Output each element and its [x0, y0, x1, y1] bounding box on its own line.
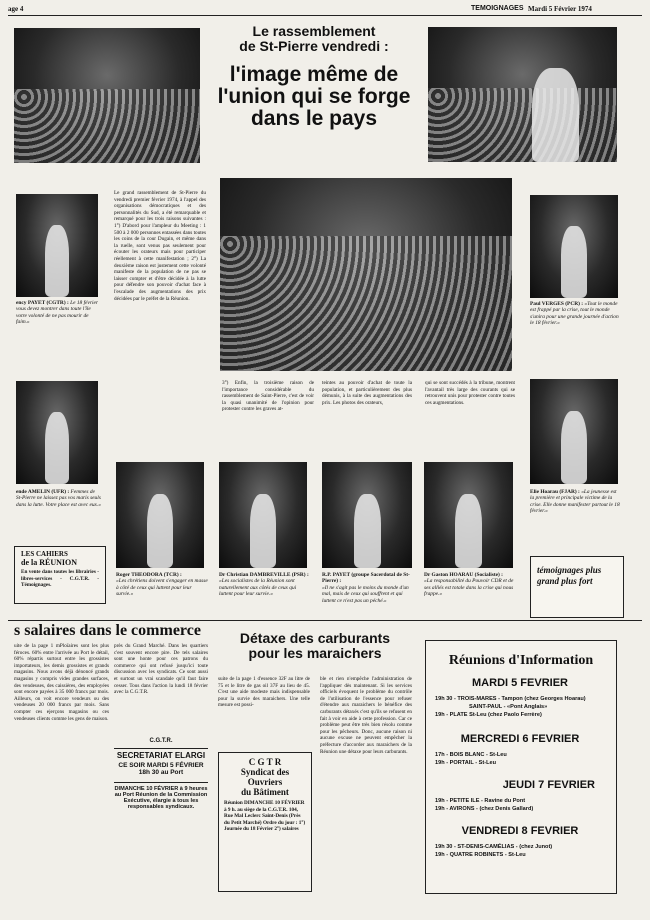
salaires-dimanche: DIMANCHE 10 FÉVRIER à 9 heures au Port Réunion de la Commission Exécutive, élargie à tous les responsables syndicaux. [114, 782, 208, 810]
salaires-ce-soir: CE SOIR MARDI 5 FÉVRIER 18h 30 au Port [118, 762, 204, 776]
day-4-item-2: 19h - QUATRE ROBINETS - St-Leu [435, 852, 526, 858]
day-3-item-1: 19h - PETITE ILE - Ravine du Pont [435, 798, 526, 804]
syndicat-title-2: Syndicat des [240, 767, 290, 777]
article-column-2: 3°) Enfin, la troisième raison de l'importance considérable du rassemblement de Saint-Pierre, c'est de voir la quasi unanimité de l'opinion pour protester contre les graves at- [222, 380, 314, 413]
kicker-line-2: de St-Pierre vendredi : [239, 37, 389, 54]
payet-photo [16, 194, 98, 297]
headline-line-2: l'union qui se forge [217, 85, 411, 109]
promo-box [530, 556, 624, 618]
verges-caption-name: Paul VERGES (PCR) : [530, 301, 584, 307]
syndicat-box [218, 752, 312, 892]
lead-kicker [210, 24, 418, 53]
day-2-item-1: 17h - BOIS BLANC - St-Leu [435, 752, 507, 758]
day-1-item-2: SAINT-PAUL - «Pont Anglais» [469, 704, 548, 710]
hoarau-caption [530, 489, 622, 515]
dambreville-caption-name: Dr Christian DAMBREVILLE (PSR) : [219, 572, 309, 578]
crowd-photo-top-left [14, 28, 200, 163]
amelin-caption-quote: Femmes de St-Pierre ne laissez pas vos maris seuls dans la lutte. Votre place est avec eux.» [16, 489, 101, 508]
detaxe-headline [213, 631, 417, 660]
crowd-photo-top-right [428, 27, 617, 162]
salaires-column-2: près du Grand Marché. Dans les quartiers c'est souvent encore pire. De tels salaires sont une honte pour ces patrons du commerce qui ont refusé jusqu'ici toute discussion avec les syndicats. Ce sont aussi et surtout un vrai scandale qu'il faut faire cesser. Tous dans l'action la lundi 18 février avec la C.G.T.R. [114, 643, 208, 696]
hoarau-caption-name: Elie Hoarau (FJAR) : [530, 489, 580, 495]
hoarau-g-caption-quote: «La responsabilité du Pouvoir CDR et de ses alliés est totale dans la crise qui nous frappe.» [424, 578, 514, 598]
day-3-item-2: 19h - AVIRONS - (chez Denis Gallard) [435, 806, 534, 812]
theodora-photo [116, 462, 204, 568]
cahiers-title-2: de la RÉUNION [21, 558, 78, 567]
dambreville-caption-quote: «Les socialistes de la Réunion sont naturellement aux côtés de ceux qui luttent pour leur survie.» [219, 578, 297, 598]
salaires-column-1: uite de la page 1 mPloïaires sont les plus féroces. 60% entre l'arrivée au Port le détail, 60% répartis surtout entre les grossistes importateurs, les demis grossistes et grands magasins. Nous avons déjà dénoncé grands magasins y compris vides grandes surfaces, des vendeuses, des caissières, des employées sont encore payées à 35 000 francs par mois. Ailleurs, on voit encore vendeurs ou des vendeuses 20 000 francs par mois. Sans compter ces ejerçons magasins ou ces vendeuses clients comme les gens de maison. [14, 643, 109, 722]
dambreville-caption [219, 572, 311, 598]
issue-date: Mardi 5 Février 1974 [528, 5, 592, 13]
day-3-title: JEUDI 7 FEVRIER [502, 779, 595, 791]
amelin-caption-name: ende AMELIN (UFR) : [16, 489, 70, 495]
day-2-title: MERCREDI 6 FEVRIER [460, 733, 580, 745]
day-1-title: MARDI 5 FEVRIER [472, 677, 568, 689]
day-2-item-2: 19h - PORTAIL - St-Leu [435, 760, 497, 766]
newspaper-name: TEMOIGNAGES [471, 5, 524, 12]
cahiers-text: En vente dans toutes les librairies - libres-services - C.G.T.R. - Témoignages. [21, 569, 99, 589]
verges-caption [530, 301, 622, 327]
headline-line-3: dans le pays [250, 107, 378, 131]
payet-rp-caption [322, 572, 416, 604]
salaires-cgtr: C.G.T.R. [149, 738, 173, 744]
article-column-3: teintes au pouvoir d'achat de toute la population, et particulièrement des plus démunis, à la suite des augmentations des prix. Les photos des orateurs, [322, 380, 412, 406]
hoarau-caption-quote: «La jeunesse est la première et principale victime de la crise. Elle donne manifester partout le 18 février.» [530, 489, 620, 515]
day-4-item-1: 19h 30 - ST-DENIS-CAMÉLIAS - (chez Junot) [435, 844, 553, 850]
day-1-item-3: 19h - PLATE St-Leu (chez Paolo Ferrère) [435, 712, 542, 718]
lead-headline [208, 64, 420, 130]
headline-line-1: l'image même de [229, 63, 399, 86]
payet-rp-caption-quote: «Il ne s'agit pas le moins du monde d'un mal, mais de ceux qui souffrent et qui luttent ce n'est pas un péché.» [322, 584, 409, 604]
hoarau-photo [530, 379, 618, 484]
verges-caption-quote: «Tout le monde est frappé par la crise, tout le monde s'unira pour une grande journée d'action le 18 février.» [530, 301, 619, 327]
detaxe-column-1: suite de la page 1 d'essence 32F au litre de 75 et le litre de gas oil 37F au lieu de 45. C'est une aide modeste mais indispensable pour la survie des maraichers. Une telle mesure est possi- [218, 676, 310, 709]
promo-text: témoignages plus grand plus fort [537, 565, 602, 586]
hoarau-g-caption [424, 572, 516, 598]
salaires-headline: s salaires dans le commerce [14, 622, 201, 639]
amelin-photo [16, 381, 98, 484]
theodora-caption [116, 572, 208, 598]
syndicat-title-1: C G T R [248, 757, 282, 767]
kicker-line-1: Le rassemblement [252, 23, 376, 39]
detaxe-headline-2: pour les maraichers [248, 644, 382, 661]
amelin-caption [16, 489, 102, 508]
detaxe-headline-1: Détaxe des carburants [239, 630, 391, 646]
section-rule [8, 620, 642, 621]
theodora-caption-quote: «Les chrétiens doivent s'engager en masse à côté de ceux qui luttent pour leur survie.» [116, 578, 208, 598]
dambreville-photo [219, 462, 307, 568]
payet-caption-quote: Le 18 février vous devez montrer dans toute l'île votre volonté de ne pas mourir de faim.» [16, 300, 98, 326]
masthead-rule [8, 15, 642, 16]
detaxe-column-2: ble et rien n'empêche l'administration de l'appliquer dès maintenant. Si les services officiels évoquent le problème du contrôle de l'utilisation de l'essence pour refuser d'étendre aux maraichers le bénéfice des carburants détaxés c'est qu'ils se refusent en fait à voir en aide à cette profession. Car ce problème peut être très bien résolu comme pour les pêcheurs. Donc, aucune raison ni aucune excuse ne peuvent empêcher la préfecture d'accorder aux maraichers de la Réunion une détaxe pour leurs carburants. [320, 676, 412, 755]
syndicat-title-4: du Bâtiment [241, 787, 289, 797]
syndicat-title-3: Ouvriers [247, 777, 283, 787]
payet-rp-photo [322, 462, 412, 568]
day-4-title: VENDREDI 8 FEVRIER [461, 825, 579, 837]
payet-caption [16, 300, 102, 326]
payet-caption-name: ency PAYET (CGTR) : [16, 300, 69, 306]
day-1-item-1: 19h 30 - TROIS-MARES - Tampon (chez Georges Hoarau) [435, 696, 586, 702]
page-number: age 4 [8, 5, 24, 13]
cahiers-box [14, 546, 106, 604]
syndicat-text: Réunion DIMANCHE 10 FÉVRIER à 9 h. au siège de la C.G.T.R. 104, Rue Mal Leclerc Saint-Denis (Près du Petit Marché) Ordre du jour : 1°) Journée du 18 Février 2°) salaires [224, 800, 306, 833]
theodora-caption-name: Roger THEODORA (TCR) : [116, 572, 182, 578]
salaires-notice [114, 738, 208, 810]
hoarau-g-photo [424, 462, 513, 568]
reunions-content [425, 640, 615, 892]
cahiers-title-1: LES CAHIERS [21, 550, 68, 558]
hoarau-g-caption-name: Dr Gaston HOARAU (Socialiste) : [424, 572, 503, 578]
reunions-title: Réunions d'Information [448, 653, 594, 668]
verges-photo [530, 195, 618, 298]
salaires-secretariat: SECRETARIAT ELARGI [114, 748, 208, 760]
article-column-4: qui se sont succédés à la tribune, montrent l'avantail très large des courants qui se retrouvent unis pour protester contre toutes ces augmentations. [425, 380, 515, 406]
payet-rp-caption-name: R.P. PAYET (groupe Sacerdotal de St-Pierre) : [322, 572, 410, 585]
crowd-photo-center [220, 178, 512, 371]
article-column-1: Le grand rassemblement de St-Pierre du vendredi premier février 1974, à l'appel des organisations démocratiques et des personnalités du Sud, a été remarquable et remarqué pour les trois raisons suivantes : 1°) D'abord pour l'ampleur du Meeting : 1 500 à 2 000 personnes entassées dans toutes les coins de la cour Dugain, et même dans la ruelle, sont venus pas seulement pour écouter les orateurs mais pour participer réellement à cette manifestation ; 2°) La deuxième raison est justement cette volonté manifeste de la population de ne pas se laisser compter et d'être décidée à la lutte pour défendre son pouvoir d'achat face à l'escalade des augmentations des prix décidées par le préfet de la Réunion. [114, 190, 206, 302]
